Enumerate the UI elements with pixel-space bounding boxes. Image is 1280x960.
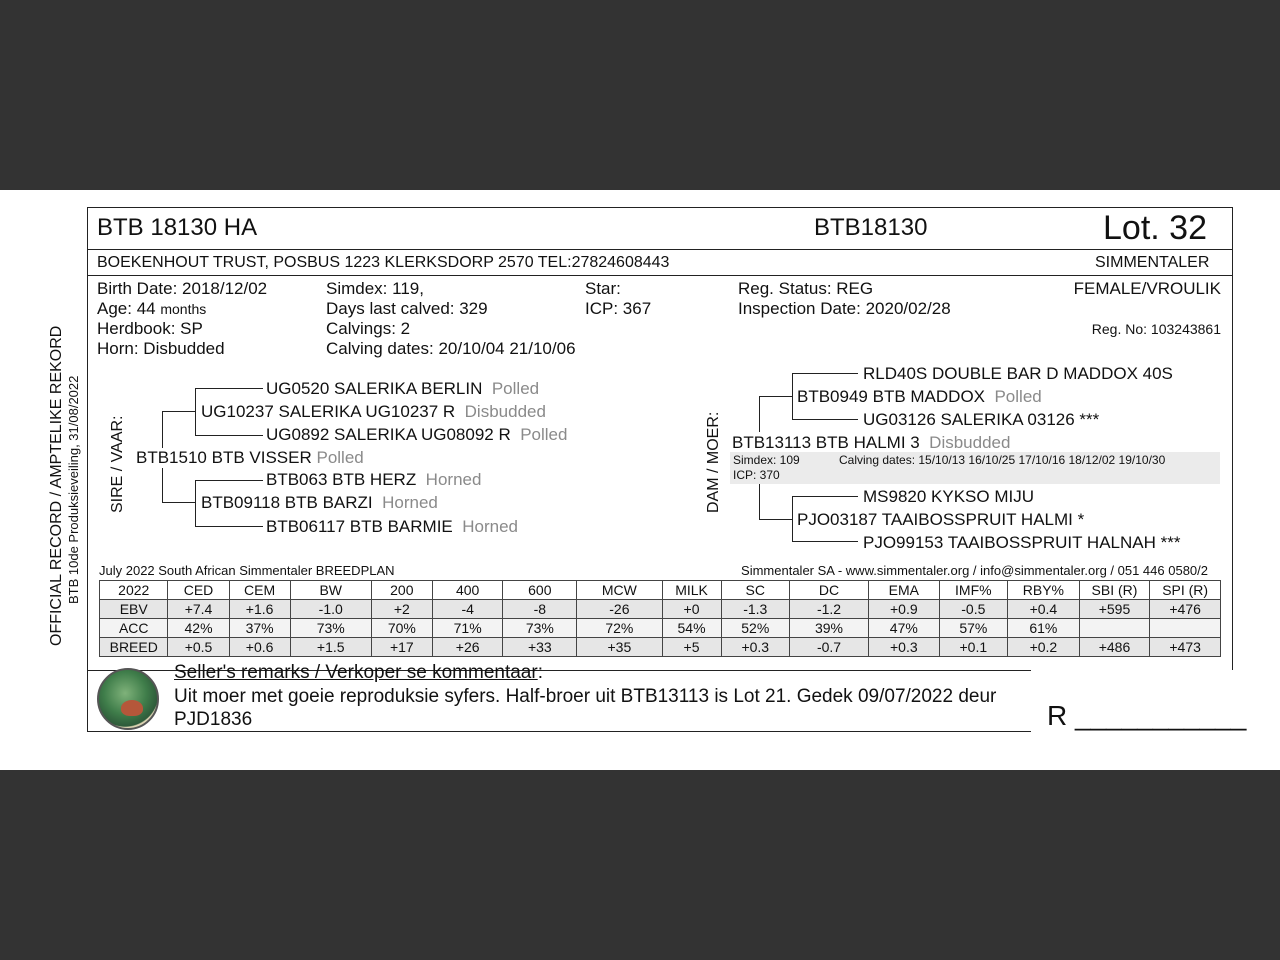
table-cell: 37% bbox=[229, 619, 290, 638]
table-header: MCW bbox=[577, 581, 662, 600]
herdbook: Herdbook: SP bbox=[97, 319, 203, 338]
star: Star: bbox=[585, 279, 621, 298]
reg-status: Reg. Status: REG bbox=[738, 279, 874, 298]
dam-gsire: BTB0949 BTB MADDOX Polled bbox=[797, 387, 1042, 406]
dam-ggsire1: RLD40S DOUBLE BAR D MADDOX 40S bbox=[863, 364, 1173, 383]
horn-status: Horn: Disbudded bbox=[97, 339, 225, 358]
animal-id: BTB18130 bbox=[814, 214, 928, 241]
dam: BTB13113 BTB HALMI 3 Disbudded bbox=[732, 433, 1011, 452]
table-header: 400 bbox=[432, 581, 503, 600]
animal-name: BTB 18130 HA bbox=[97, 214, 258, 241]
table-cell: 47% bbox=[869, 619, 940, 638]
table-cell: 57% bbox=[939, 619, 1007, 638]
sire-ggsire2: BTB063 BTB HERZ Horned bbox=[266, 470, 482, 489]
table-cell: EBV bbox=[100, 600, 168, 619]
table-cell: -0.7 bbox=[790, 638, 869, 657]
table-cell: -4 bbox=[432, 600, 503, 619]
table-cell: +476 bbox=[1150, 600, 1221, 619]
table-cell: 52% bbox=[721, 619, 789, 638]
table-header: EMA bbox=[869, 581, 940, 600]
table-cell: -1.2 bbox=[790, 600, 869, 619]
table-cell bbox=[1150, 619, 1221, 638]
table-cell: +473 bbox=[1150, 638, 1221, 657]
days-last-calved: Days last calved: 329 bbox=[326, 299, 488, 318]
table-cell: +2 bbox=[371, 600, 432, 619]
table-cell bbox=[1079, 619, 1150, 638]
dam-gdam: PJO03187 TAAIBOSSPRUIT HALMI * bbox=[797, 510, 1085, 529]
reg-number: Reg. No: 103243861 bbox=[1091, 321, 1221, 337]
auction-label: BTB 10de Produksieveiling, 31/08/2022 bbox=[66, 375, 81, 604]
table-cell: 72% bbox=[577, 619, 662, 638]
table-cell: +0.3 bbox=[869, 638, 940, 657]
table-cell: ACC bbox=[100, 619, 168, 638]
dam-side-label: DAM / MOER: bbox=[705, 411, 722, 513]
divider bbox=[87, 275, 1233, 276]
table-cell: +0.3 bbox=[721, 638, 789, 657]
dam-calving-dates: Calving dates: 15/10/13 16/10/25 17/10/16 18/12/02 19/10/30 bbox=[839, 453, 1166, 467]
table-header: SC bbox=[721, 581, 789, 600]
table-cell: 61% bbox=[1008, 619, 1080, 638]
table-cell: 39% bbox=[790, 619, 869, 638]
lot-number: Lot. 32 bbox=[1103, 209, 1207, 247]
table-cell: +0.2 bbox=[1008, 638, 1080, 657]
sire-side-label: SIRE / VAAR: bbox=[109, 415, 126, 513]
table-header: RBY% bbox=[1008, 581, 1080, 600]
table-header: SBI (R) bbox=[1079, 581, 1150, 600]
owner-line: BOEKENHOUT TRUST, POSBUS 1223 KLERKSDORP 2570 TEL:27824608443 bbox=[97, 254, 670, 271]
table-cell: +595 bbox=[1079, 600, 1150, 619]
table-cell: +26 bbox=[432, 638, 503, 657]
official-record-label: OFFICIAL RECORD / AMPTELIKE REKORD bbox=[48, 325, 65, 646]
table-cell: +1.6 bbox=[229, 600, 290, 619]
sire: BTB1510 BTB VISSER Polled bbox=[136, 448, 364, 467]
table-header: CED bbox=[168, 581, 229, 600]
dam-ggsire2: MS9820 KYKSO MIJU bbox=[863, 487, 1035, 506]
table-cell: +0.4 bbox=[1008, 600, 1080, 619]
table-header: BW bbox=[290, 581, 371, 600]
breedplan-title: July 2022 South African Simmentaler BREEDPLAN bbox=[99, 563, 395, 578]
table-cell: +0.9 bbox=[869, 600, 940, 619]
ebv-table bbox=[99, 580, 1221, 657]
table-cell: -1.3 bbox=[721, 600, 789, 619]
icp: ICP: 367 bbox=[585, 299, 652, 318]
table-cell: 71% bbox=[432, 619, 503, 638]
table-header: CEM bbox=[229, 581, 290, 600]
table-row bbox=[100, 619, 1221, 638]
breedplan-contact: Simmentaler SA - www.simmentaler.org / info@simmentaler.org / 051 446 0580/2 bbox=[741, 563, 1208, 578]
simdex: Simdex: 119, bbox=[326, 279, 424, 298]
sire-ggdam1: UG0892 SALERIKA UG08092 R Polled bbox=[266, 425, 568, 444]
table-header: 2022 bbox=[100, 581, 168, 600]
sire-ggsire1: UG0520 SALERIKA BERLIN Polled bbox=[266, 379, 540, 398]
table-row bbox=[100, 638, 1221, 657]
price-field[interactable]: R ___________ bbox=[1047, 700, 1247, 731]
table-cell: BREED bbox=[100, 638, 168, 657]
calving-dates: Calving dates: 20/10/04 21/10/06 bbox=[326, 339, 576, 358]
sire-gdam: BTB09118 BTB BARZI Horned bbox=[201, 493, 438, 512]
breed-label: SIMMENTALER bbox=[1095, 254, 1210, 271]
table-cell: +35 bbox=[577, 638, 662, 657]
calvings: Calvings: 2 bbox=[326, 319, 411, 338]
table-cell: 70% bbox=[371, 619, 432, 638]
table-cell: +5 bbox=[662, 638, 721, 657]
table-cell: +17 bbox=[371, 638, 432, 657]
table-cell: -26 bbox=[577, 600, 662, 619]
table-row bbox=[100, 600, 1221, 619]
dam-ggdam2: PJO99153 TAAIBOSSPRUIT HALNAH *** bbox=[863, 533, 1181, 552]
table-cell: +7.4 bbox=[168, 600, 229, 619]
table-cell: +0.5 bbox=[168, 638, 229, 657]
birth-date: Birth Date: 2018/12/02 bbox=[97, 279, 268, 298]
dam-icp: ICP: 370 bbox=[733, 468, 780, 482]
table-cell: 54% bbox=[662, 619, 721, 638]
table-cell: +33 bbox=[503, 638, 577, 657]
table-header: 600 bbox=[503, 581, 577, 600]
table-cell: +0.1 bbox=[939, 638, 1007, 657]
table-cell: 42% bbox=[168, 619, 229, 638]
table-cell: -1.0 bbox=[290, 600, 371, 619]
table-cell: +486 bbox=[1079, 638, 1150, 657]
sex: FEMALE/VROULIK bbox=[1073, 279, 1221, 298]
table-cell: 73% bbox=[290, 619, 371, 638]
remarks-line-1: Uit moer met goeie reproduksie syfers. Half-broer uit BTB13113 is Lot 21. Gedek 09/07/2022 deur bbox=[174, 686, 997, 707]
table-header: 200 bbox=[371, 581, 432, 600]
table-header-row bbox=[100, 581, 1221, 600]
table-header: SPI (R) bbox=[1150, 581, 1221, 600]
sire-ggdam2: BTB06117 BTB BARMIE Horned bbox=[266, 517, 518, 536]
table-header: MILK bbox=[662, 581, 721, 600]
table-header: IMF% bbox=[939, 581, 1007, 600]
remarks-heading: Seller's remarks / Verkoper se kommentaar: bbox=[174, 662, 543, 683]
age: Age: 44 months bbox=[97, 299, 207, 318]
dam-ggdam1: UG03126 SALERIKA 03126 *** bbox=[863, 410, 1100, 429]
divider bbox=[87, 249, 1233, 250]
dam-simdex: Simdex: 109 bbox=[733, 453, 800, 467]
remarks-line-2: PJD1836 bbox=[174, 709, 253, 730]
table-cell: +1.5 bbox=[290, 638, 371, 657]
simmentaler-logo-icon bbox=[97, 668, 159, 730]
table-cell: +0.6 bbox=[229, 638, 290, 657]
table-header: DC bbox=[790, 581, 869, 600]
table-cell: -0.5 bbox=[939, 600, 1007, 619]
table-cell: +0 bbox=[662, 600, 721, 619]
sire-gsire: UG10237 SALERIKA UG10237 R Disbudded bbox=[201, 402, 546, 421]
table-cell: 73% bbox=[503, 619, 577, 638]
table-cell: -8 bbox=[503, 600, 577, 619]
inspection-date: Inspection Date: 2020/02/28 bbox=[738, 299, 951, 318]
